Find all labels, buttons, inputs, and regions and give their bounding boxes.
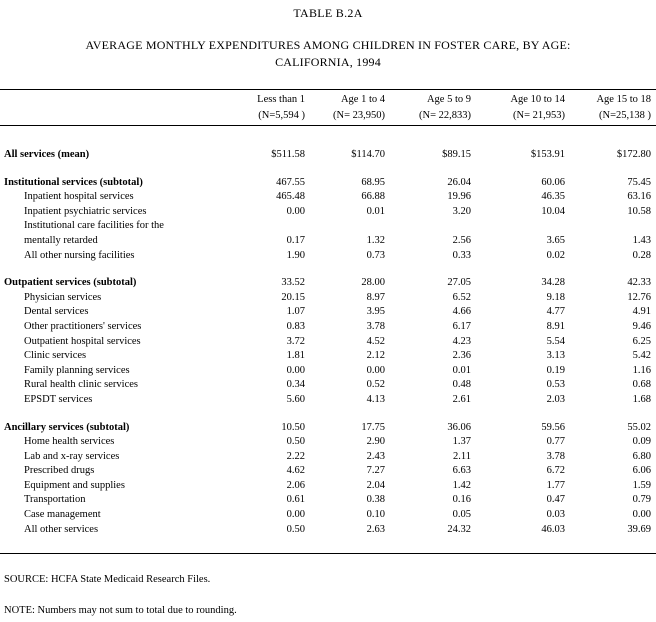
table-cell: 0.47 [546,494,565,506]
column-header-count: (N=5,594 ) [258,110,305,121]
table-row [0,493,656,508]
table-cell: 4.77 [546,306,565,318]
table-cell: 0.52 [366,379,385,391]
table-cell: 68.95 [361,176,385,188]
table-cell: 0.00 [286,509,305,521]
table-cell: 2.03 [546,393,565,405]
table-row [0,249,656,264]
table-cell: 10.04 [541,205,565,217]
table-cell: 59.56 [541,421,565,433]
table-cell: 1.77 [546,479,565,491]
table-row [0,349,656,364]
table-cell: 1.43 [632,234,651,246]
row-label: Rural health clinic services [24,379,138,391]
column-header [596,92,651,124]
table-cell: 1.59 [632,479,651,491]
table-cell: 467.55 [276,176,305,188]
table-cell: 0.02 [546,249,565,261]
table-title-line-2: CALIFORNIA, 1994 [275,55,381,69]
table-cell: 0.34 [286,379,305,391]
table-row [0,508,656,523]
table-row [0,148,656,163]
row-label: Ancillary services (subtotal) [4,421,130,433]
table-cell: 34.28 [541,277,565,289]
table-cell: 4.62 [286,465,305,477]
row-label: Case management [24,509,101,521]
table-cell: 6.17 [452,320,471,332]
table-cell: 0.01 [366,205,385,217]
row-label: Clinic services [24,350,87,362]
table-cell: 0.10 [366,509,385,521]
table-cell: 39.69 [627,523,651,535]
table-cell: 46.35 [541,191,565,203]
table-cell: 0.17 [286,234,305,246]
table-cell: 1.16 [632,364,651,376]
table-cell: 4.23 [452,335,471,347]
table-cell: 1.90 [286,249,305,261]
table-cell: 2.90 [366,436,385,448]
table-row [0,435,656,450]
row-label: All services (mean) [4,149,90,160]
table-cell: 6.80 [632,450,651,462]
column-header-label: Age 15 to 18 [596,94,651,105]
row-label: Lab and x-ray services [24,450,120,462]
table-cell: 0.00 [366,364,385,376]
table-cell: 20.15 [281,291,305,303]
table-cell: 0.50 [286,523,305,535]
header-rule [0,125,656,126]
table-cell: 9.18 [546,291,565,303]
table-cell: 1.81 [286,350,305,362]
table-row [0,364,656,379]
table-cell: 0.53 [546,379,565,391]
table-cell: 28.00 [361,277,385,289]
table-cell: 6.63 [452,465,471,477]
table-row [0,523,656,538]
table-cell: 42.33 [627,277,651,289]
row-label: Inpatient hospital services [24,191,134,203]
table-cell: 0.28 [632,249,651,261]
table-cell: 3.95 [366,306,385,318]
row-label: Institutional care facilities for the [24,220,164,232]
table-cell: 3.13 [546,350,565,362]
column-header [510,92,565,124]
table-row [0,291,656,306]
bottom-rule [0,553,656,554]
row-label: Physician services [24,291,102,303]
table-row [0,276,656,291]
table-cell: 75.45 [627,176,651,188]
column-header-count: (N=25,138 ) [599,110,651,121]
table-cell: 2.22 [286,450,305,462]
table-cell: 0.16 [452,494,471,506]
table-row [0,205,656,220]
table-cell: 1.32 [366,234,385,246]
table-body [0,148,656,537]
table-row [0,378,656,393]
table-title [0,37,656,71]
table-cell: 19.96 [447,191,471,203]
table-cell: 3.20 [452,205,471,217]
table-row [0,219,656,234]
row-label: Dental services [24,306,89,318]
table-row [0,421,656,436]
column-header-label: Age 10 to 14 [510,94,565,105]
table-cell: 4.13 [366,393,385,405]
table-cell: $89.15 [442,149,471,160]
table-cell: 0.00 [632,509,651,521]
column-header [257,92,305,124]
table-row [0,176,656,191]
table-cell: 0.38 [366,494,385,506]
table-title-line-1: AVERAGE MONTHLY EXPENDITURES AMONG CHILDREN IN FOSTER CARE, BY AGE: [85,38,571,52]
table-row [0,464,656,479]
column-header [333,92,385,124]
table-cell: 33.52 [281,277,305,289]
top-rule [0,89,656,90]
row-label: Other practitioners' services [24,320,142,332]
table-cell: 2.11 [453,450,471,462]
table-cell: 26.04 [447,176,471,188]
table-cell: 55.02 [627,421,651,433]
row-label: Institutional services (subtotal) [4,176,143,188]
table-cell: 0.00 [286,364,305,376]
column-header-count: (N= 23,950) [333,110,385,121]
table-cell: $511.58 [271,149,305,160]
table-cell: 2.56 [452,234,471,246]
row-label: Transportation [24,494,86,506]
table-cell: 10.58 [627,205,651,217]
table-cell: 2.61 [452,393,471,405]
row-label: EPSDT services [24,393,93,405]
table-cell: 1.68 [632,393,651,405]
table-cell: 0.73 [366,249,385,261]
table-cell: 6.06 [632,465,651,477]
table-cell: 0.48 [452,379,471,391]
table-cell: 3.65 [546,234,565,246]
row-label: Inpatient psychiatric services [24,205,147,217]
table-cell: 4.66 [452,306,471,318]
table-row [0,393,656,408]
table-row [0,305,656,320]
table-cell: 63.16 [627,191,651,203]
table-cell: 60.06 [541,176,565,188]
table-cell: 8.97 [366,291,385,303]
table-cell: 36.06 [447,421,471,433]
table-cell: 0.03 [546,509,565,521]
row-label: All other services [24,523,99,535]
row-label: mentally retarded [24,234,98,246]
table-cell: 0.50 [286,436,305,448]
table-row [0,479,656,494]
row-label: Prescribed drugs [24,465,95,477]
table-cell: 66.88 [361,191,385,203]
table-row [0,320,656,335]
table-cell: 0.09 [632,436,651,448]
column-header-label: Age 1 to 4 [340,94,385,105]
table-cell: 6.72 [546,465,565,477]
table-cell: 2.06 [286,479,305,491]
table-cell: 0.00 [286,205,305,217]
table-cell: 5.54 [546,335,565,347]
table-row [0,190,656,205]
table-cell: 2.63 [366,523,385,535]
column-header-count: (N= 21,953) [513,110,565,121]
row-label: Equipment and supplies [24,479,125,491]
table-cell: 0.77 [546,436,565,448]
source-note: SOURCE: HCFA State Medicaid Research Files. [4,574,211,585]
table-cell: 6.25 [632,335,651,347]
row-label: Outpatient hospital services [24,335,141,347]
column-header [419,92,471,124]
table-cell: $114.70 [351,149,385,160]
table-cell: 27.05 [447,277,471,289]
table-cell: 0.61 [286,494,305,506]
column-header-label: Age 5 to 9 [426,94,471,105]
table-cell: 5.42 [632,350,651,362]
table-cell: 0.33 [452,249,471,261]
table-cell: 12.76 [627,291,651,303]
table-cell: 0.01 [452,364,471,376]
table-cell: 10.50 [281,421,305,433]
table-cell: 1.07 [286,306,305,318]
table-cell: 4.91 [632,306,651,318]
table-cell: 3.72 [286,335,305,347]
table-cell: 9.46 [632,320,651,332]
table-cell: 0.79 [632,494,651,506]
column-header-label: Less than 1 [257,94,305,105]
column-headers [0,92,656,126]
table-cell: $172.80 [616,149,651,160]
table-row [0,450,656,465]
row-label: Outpatient services (subtotal) [4,277,137,289]
table-cell: 1.37 [452,436,471,448]
row-label: Family planning services [24,364,130,376]
table-cell: 46.03 [541,523,565,535]
column-header-count: (N= 22,833) [419,110,471,121]
table-row [0,234,656,249]
table-cell: 3.78 [366,320,385,332]
table-cell: 2.36 [452,350,471,362]
table-cell: 1.42 [452,479,471,491]
table-cell: $153.91 [530,149,565,160]
table-cell: 5.60 [286,393,305,405]
table-cell: 24.32 [447,523,471,535]
rounding-note: NOTE: Numbers may not sum to total due to rounding. [4,605,237,616]
table-cell: 17.75 [361,421,385,433]
row-label: Home health services [24,436,115,448]
table-cell: 7.27 [366,465,385,477]
table-cell: 465.48 [276,191,305,203]
table-cell: 0.19 [546,364,565,376]
table-cell: 4.52 [366,335,385,347]
table-cell: 3.78 [546,450,565,462]
table-cell: 6.52 [452,291,471,303]
table-cell: 8.91 [546,320,565,332]
table-row [0,335,656,350]
row-label: All other nursing facilities [24,249,135,261]
table-cell: 0.05 [452,509,471,521]
table-cell: 2.43 [366,450,385,462]
table-cell: 0.68 [632,379,651,391]
table-cell: 2.12 [366,350,385,362]
table-cell: 0.83 [286,320,305,332]
table-cell: 2.04 [366,479,385,491]
table-label: TABLE B.2A [293,6,363,20]
